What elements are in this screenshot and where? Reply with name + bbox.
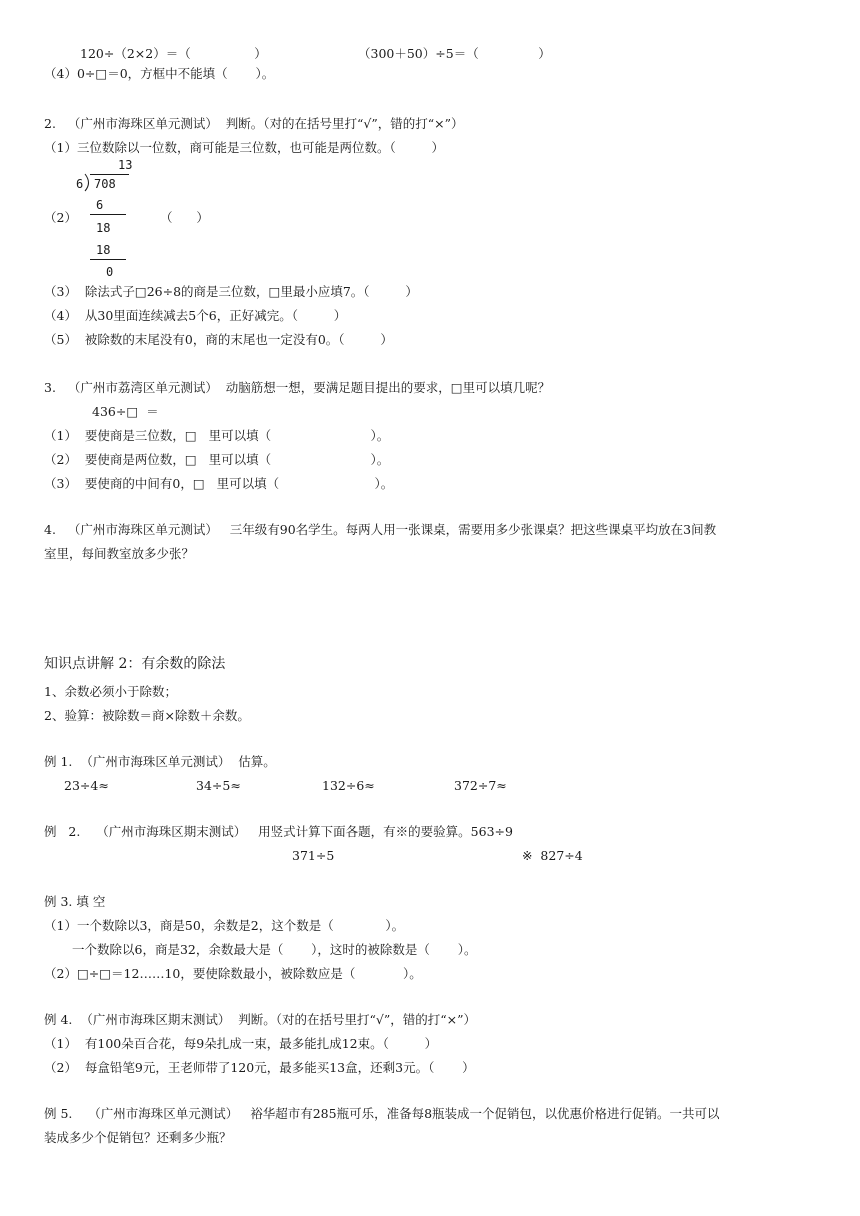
example-2-item-2: 371÷5	[292, 848, 335, 863]
example-3-heading: 例 3. 填 空	[44, 894, 106, 909]
q2-item-1: （1）三位数除以一位数，商可能是三位数，也可能是两位数。（ ）	[44, 140, 444, 155]
q2-item-2-bracket: （ ）	[160, 210, 209, 225]
example-1-item-1: 23÷4≈	[64, 778, 109, 793]
q3-heading: 3. （广州市荔湾区单元测试） 动脑筋想一想，要满足题目提出的要求，□里可以填几呢？	[44, 380, 551, 395]
division-remainder: 0	[106, 265, 114, 279]
q3-item-2: （2） 要使商是两位数，□ 里可以填（ ）。	[44, 452, 390, 467]
rule-2: 2、验算：被除数＝商×除数＋余数。	[44, 708, 250, 723]
q3-item-3: （3） 要使商的中间有0，□ 里可以填（ ）。	[44, 476, 394, 491]
example-1-item-4: 372÷7≈	[454, 778, 507, 793]
q1-item-4: （4）0÷□＝0，方框中不能填（ ）。	[44, 66, 275, 81]
q1-expression-a: 120÷（2×2）＝（ ）	[80, 46, 267, 61]
division-dividend: 708	[94, 177, 116, 191]
q4-text-line1: 4. （广州市海珠区单元测试） 三年级有90名学生。每两人用一张课桌，需要用多少张课桌？把这些课桌平均放在3间教	[44, 522, 717, 537]
example-4-heading: 例 4. （广州市海珠区期末测试） 判断。（对的在括号里打“√”，错的打“×”）	[44, 1012, 477, 1027]
division-divisor: 6	[76, 177, 84, 191]
division-rule-2	[90, 259, 126, 260]
division-bracket	[84, 174, 92, 192]
example-3-item-1: （1）一个数除以3，商是50，余数是2，这个数是（ ）。	[44, 918, 405, 933]
q2-item-2-label: （2）	[44, 210, 77, 225]
section-title: 知识点讲解 2：有余数的除法	[44, 656, 226, 672]
q2-item-3: （3） 除法式子□26÷8的商是三位数，□里最小应填7。（ ）	[44, 284, 418, 299]
q1-expression-b: （300＋50）÷5＝（ ）	[358, 46, 551, 61]
rule-1: 1、余数必须小于除数；	[44, 684, 177, 699]
example-2-heading: 例 2. （广州市海珠区期末测试） 用竖式计算下面各题，有※的要验算。563÷9	[44, 824, 513, 839]
example-1-item-3: 132÷6≈	[322, 778, 375, 793]
example-1-item-2: 34÷5≈	[196, 778, 241, 793]
q3-item-1: （1） 要使商是三位数，□ 里可以填（ ）。	[44, 428, 390, 443]
q2-item-4: （4） 从30里面连续减去5个6，正好减完。（ ）	[44, 308, 347, 323]
division-rule-1	[90, 214, 126, 215]
division-quotient: 13	[118, 158, 133, 172]
q2-heading: 2. （广州市海珠区单元测试） 判断。（对的在括号里打“√”，错的打“×”）	[44, 116, 464, 131]
q3-expression: 436÷□ ＝	[92, 404, 159, 419]
example-3-item-1b: 一个数除以6，商是32，余数最大是（ ），这时的被除数是（ ）。	[72, 942, 477, 957]
example-4-item-2: （2） 每盒铅笔9元，王老师带了120元，最多能买13盒，还剩3元。（ ）	[44, 1060, 475, 1075]
example-4-item-1: （1） 有100朵百合花，每9朵扎成一束，最多能扎成12束。（ ）	[44, 1036, 438, 1051]
long-division	[74, 158, 144, 282]
q2-item-5: （5） 被除数的末尾没有0，商的末尾也一定没有0。（ ）	[44, 332, 393, 347]
example-5-line1: 例 5. （广州市海珠区单元测试） 裕华超市有285瓶可乐，准备每8瓶装成一个促销包，以优惠价格进行促销。一共可以	[44, 1106, 720, 1121]
example-3-item-2: （2）□÷□＝12……10，要使除数最小，被除数应是（ ）。	[44, 966, 422, 981]
example-1-heading: 例 1. （广州市海珠区单元测试） 估算。	[44, 754, 276, 769]
division-step1: 6	[96, 198, 104, 212]
division-step2: 18	[96, 221, 111, 235]
division-step3: 18	[96, 243, 111, 257]
division-bar	[90, 174, 129, 175]
q4-text-line2: 室里，每间教室放多少张？	[44, 546, 195, 561]
example-2-item-3: ※ 827÷4	[522, 848, 583, 863]
example-5-line2: 装成多少个促销包？还剩多少瓶？	[44, 1130, 232, 1145]
